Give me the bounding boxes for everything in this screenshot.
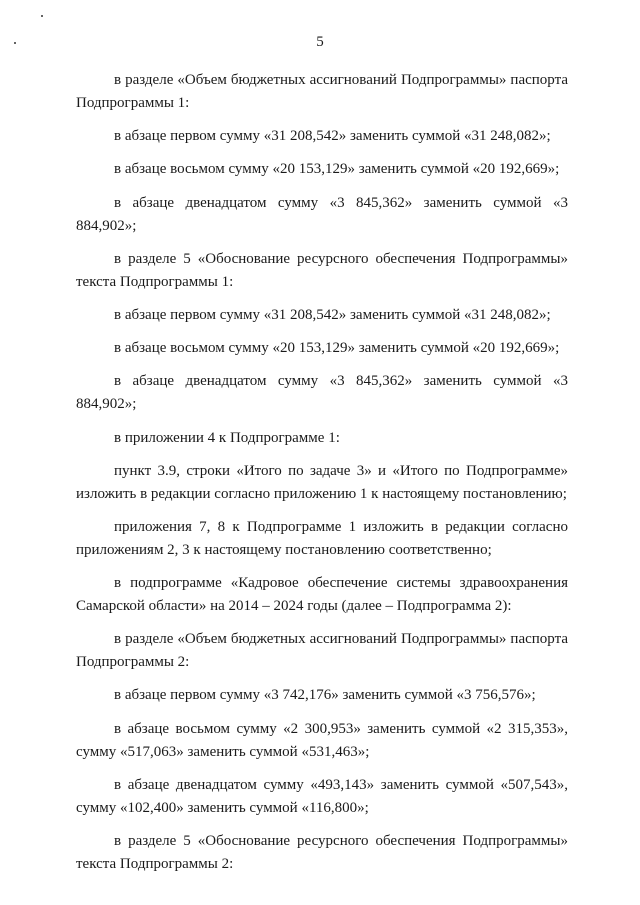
document-body (76, 69, 568, 886)
paragraph: в абзаце двенадцатом сумму «3 845,362» заменить суммой «3 884,902»; (76, 373, 568, 413)
paragraph: пункт 3.9, строки «Итого по задаче 3» и «Итого по Подпрограмме» изложить в редакции согласно приложению 1 к настоящему постановлению; (76, 462, 568, 502)
paragraph: в абзаце восьмом сумму «20 153,129» заменить суммой «20 192,669»; (114, 340, 560, 357)
paragraph: в разделе 5 «Обоснование ресурсного обеспечения Подпрограммы» текста Подпрограммы 1: (76, 250, 568, 290)
paragraph: в абзаце двенадцатом сумму «3 845,362» заменить суммой «3 884,902»; (76, 194, 568, 234)
paragraph: в разделе 5 «Обоснование ресурсного обеспечения Подпрограммы» текста Подпрограммы 2: (76, 833, 568, 872)
paragraph: в абзаце первом сумму «31 208,542» заменить суммой «31 248,082»; (114, 306, 551, 323)
paragraph: в абзаце двенадцатом сумму «493,143» заменить суммой «507,543», сумму «102,400» заменить суммой «116,800»; (76, 776, 568, 816)
paragraph: в приложении 4 к Подпрограмме 1: (114, 429, 340, 446)
paragraph: в абзаце восьмом сумму «2 300,953» заменить суммой «2 315,353», сумму «517,063» заменить суммой «531,463»; (76, 720, 568, 760)
paragraph: в подпрограмме «Кадровое обеспечение системы здравоохранения Самарской области» на 2014 – 2024 годы (далее – Подпрограмма 2): (76, 575, 568, 615)
paragraph: приложения 7, 8 к Подпрограмме 1 изложить в редакции согласно приложениям 2, 3 к настоящему постановлению соответственно; (76, 518, 568, 558)
page-number: 5 (316, 34, 324, 50)
paragraph: в абзаце первом сумму «3 742,176» заменить суммой «3 756,576»; (114, 687, 536, 704)
paragraph: в абзаце первом сумму «31 208,542» заменить суммой «31 248,082»; (114, 128, 551, 145)
paragraph: в разделе «Объем бюджетных ассигнований Подпрограммы» паспорта Подпрограммы 2: (76, 631, 568, 671)
scan-speck (41, 15, 43, 17)
paragraph: в разделе «Объем бюджетных ассигнований Подпрограммы» паспорта Подпрограммы 1: (76, 72, 568, 111)
paragraph: в абзаце восьмом сумму «20 153,129» заменить суммой «20 192,669»; (114, 161, 560, 178)
